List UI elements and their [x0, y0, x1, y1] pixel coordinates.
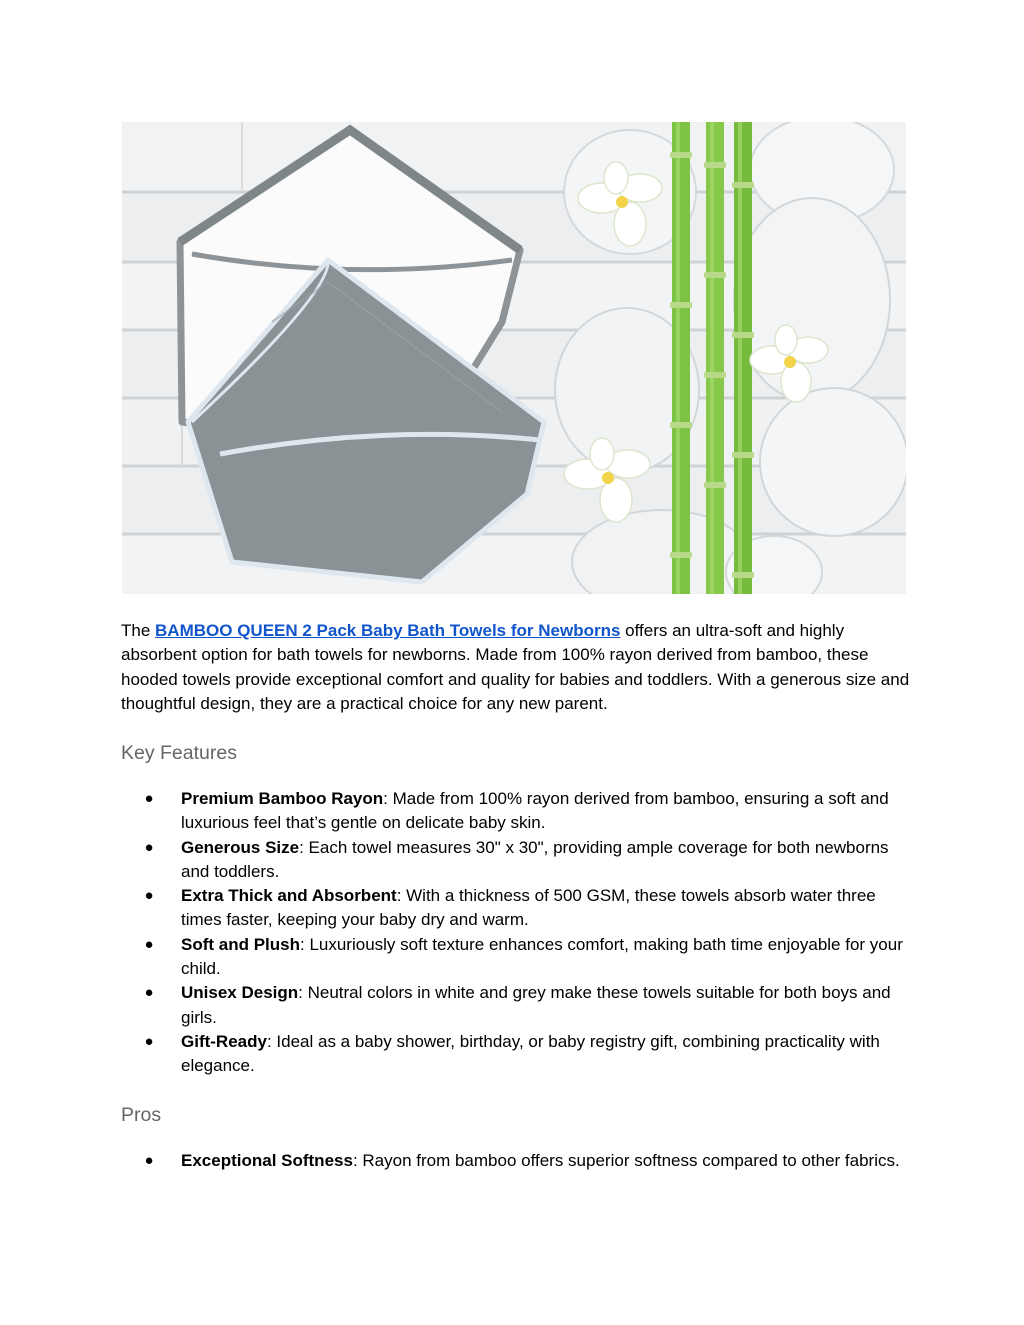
feature-title: Gift-Ready [181, 1031, 267, 1051]
intro-text: offers an ultra-soft and highly absorbent option for bath towels for newborns. Made from 100% rayon derived from bamboo, these hooded towels provide exceptional comfort and quality for babies and toddlers. With a generous size and thoughtful design, they are a practical choice for any new parent. [121, 621, 910, 713]
key-features-list [120, 787, 910, 1079]
pros-heading: Pros [121, 1104, 162, 1126]
pros-list [120, 1149, 910, 1173]
list-item [120, 933, 910, 982]
list-item [120, 981, 910, 1030]
list-item [120, 1149, 910, 1173]
intro-paragraph [121, 619, 921, 716]
feature-text: : Made from 100% rayon derived from bamboo, ensuring a soft and luxurious feel that’s gentle on delicate baby skin. [181, 789, 889, 833]
feature-text: : Neutral colors in white and grey make these towels suitable for both boys and girls. [181, 983, 891, 1027]
pro-text: : Rayon from bamboo offers superior softness compared to other fabrics. [352, 1151, 900, 1170]
bullet-icon: ● [144, 935, 154, 953]
bamboo-stalk-icon [670, 122, 754, 594]
list-item [120, 787, 910, 836]
feature-text: : Ideal as a baby shower, birthday, or baby registry gift, combining practicality with elegance. [181, 1031, 880, 1076]
feature-title: Premium Bamboo Rayon [181, 789, 384, 808]
intro-prefix: The [121, 621, 156, 640]
bullet-icon: ● [144, 1032, 154, 1050]
feature-title: Soft and Plush [181, 934, 300, 954]
list-item [120, 1030, 910, 1079]
feature-text: : With a thickness of 500 GSM, these towels absorb water three times faster, keeping your baby dry and warm. [181, 886, 876, 930]
list-item [120, 836, 910, 885]
product-link[interactable]: BAMBOO QUEEN 2 Pack Baby Bath Towels for Newborns [155, 621, 621, 640]
feature-title: Extra Thick and Absorbent [181, 886, 397, 906]
pro-title: Exceptional Softness [181, 1151, 353, 1170]
bullet-icon: ● [144, 984, 154, 1002]
feature-text: : Luxuriously soft texture enhances comfort, making bath time enjoyable for your child. [181, 934, 903, 979]
feature-title: Unisex Design [181, 983, 299, 1003]
bullet-icon: ● [144, 838, 154, 856]
feature-title: Generous Size [181, 837, 300, 857]
key-features-heading: Key Features [121, 742, 237, 764]
list-item [120, 884, 910, 933]
bullet-icon: ● [144, 887, 154, 905]
bullet-icon: ● [144, 1152, 154, 1169]
product-image [122, 122, 906, 594]
feature-text: : Each towel measures 30" x 30", providing ample coverage for both newborns and toddlers. [181, 837, 889, 881]
bullet-icon: ● [144, 790, 154, 807]
